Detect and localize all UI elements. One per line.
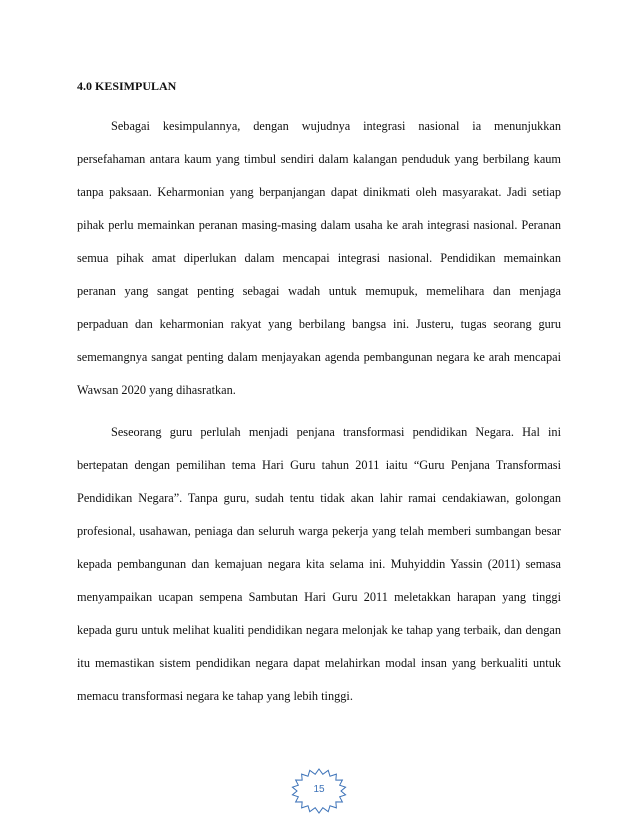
page-number-badge <box>290 767 348 815</box>
paragraph-2-line-5: kepada pembangunan dan kemajuan negara kita selama ini. Muhyiddin Yassin (2011) semasa <box>77 557 561 571</box>
paragraph-2-line-6: menyampaikan ucapan sempena Sambutan Hari Guru 2011 meletakkan harapan yang tinggi <box>77 590 561 604</box>
paragraph-2-line-7: kepada guru untuk melihat kualiti pendidikan negara melonjak ke tahap yang terbaik, dan dengan <box>77 623 561 637</box>
paragraph-2-line-9: memacu transformasi negara ke tahap yang lebih tinggi. <box>77 689 353 703</box>
paragraph-1-line-8: sememangnya sangat penting dalam menjayakan agenda pembangunan negara ke arah mencapai <box>77 350 561 364</box>
paragraph-2-line-2: bertepatan dengan pemilihan tema Hari Guru tahun 2011 iaitu “Guru Penjana Transformasi <box>77 458 561 472</box>
paragraph-1-line-6: peranan yang sangat penting sebagai wadah untuk memupuk, memelihara dan menjaga <box>77 284 561 298</box>
paragraph-1-line-4: pihak perlu memainkan peranan masing-masing dalam usaha ke arah integrasi nasional. Peranan <box>77 218 561 232</box>
paragraph-1-line-5: semua pihak amat diperlukan dalam mencapai integrasi nasional. Pendidikan memainkan <box>77 251 561 265</box>
section-heading: 4.0 KESIMPULAN <box>77 79 177 93</box>
paragraph-2-line-4: profesional, usahawan, peniaga dan seluruh warga pekerja yang telah memberi sumbangan besar <box>77 524 561 538</box>
paragraph-1-line-3: tanpa paksaan. Keharmonian yang berpanjangan dapat dinikmati oleh masyarakat. Jadi setiap <box>77 185 561 199</box>
paragraph-2-line-8: itu memastikan sistem pendidikan negara dapat melahirkan modal insan yang berkualiti untuk <box>77 656 561 670</box>
paragraph-1-line-7: perpaduan dan keharmonian rakyat yang berbilang bangsa ini. Justeru, tugas seorang guru <box>77 317 561 331</box>
paragraph-2-line-3: Pendidikan Negara”. Tanpa guru, sudah tentu tidak akan lahir ramai cendakiawan, golongan <box>77 491 561 505</box>
paragraph-1-line-9: Wawsan 2020 yang dihasratkan. <box>77 383 236 397</box>
paragraph-1-line-1: Sebagai kesimpulannya, dengan wujudnya integrasi nasional ia menunjukkan <box>111 119 561 133</box>
paragraph-1-line-2: persefahaman antara kaum yang timbul sendiri dalam kalangan penduduk yang berbilang kaum <box>77 152 561 166</box>
paragraph-2-line-1: Seseorang guru perlulah menjadi penjana transformasi pendidikan Negara. Hal ini <box>111 425 561 439</box>
page-number: 15 <box>313 784 325 795</box>
